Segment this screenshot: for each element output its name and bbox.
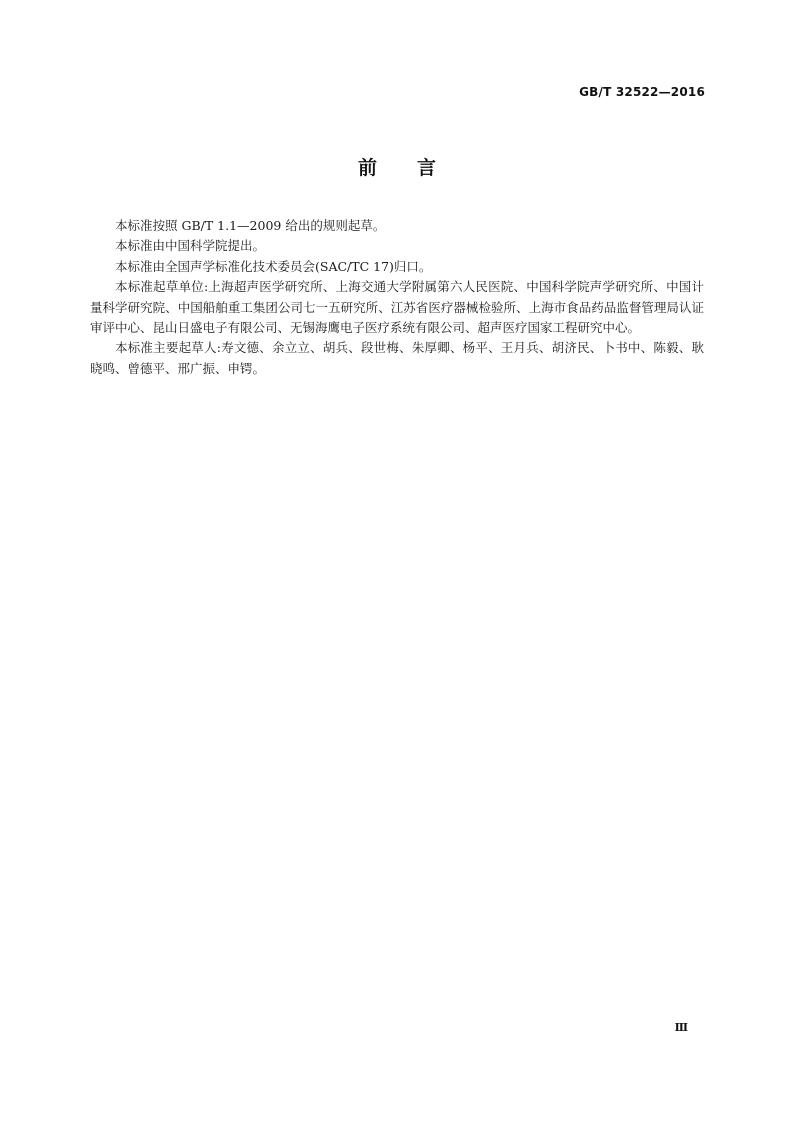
page-title: 前言	[357, 157, 476, 179]
paragraph-committee: 本标准由全国声学标准化技术委员会(SAC/TC 17)归口。	[115, 258, 432, 274]
paragraph-drafting-rules: 本标准按照 GB/T 1.1—2009 给出的规则起草。	[115, 218, 386, 233]
paragraph-proposer: 本标准由中国科学院提出。	[115, 238, 266, 254]
paragraph-drafters: 本标准主要起草人:寿文德、余立立、胡兵、段世梅、朱厚卿、杨平、王月兵、胡济民、卜书中、陈毅、耿晓鸣、曾德平、邢广振、申锷。	[90, 340, 704, 376]
standard-code: GB/T 32522—2016	[579, 85, 705, 99]
page-number: Ⅲ	[674, 1021, 688, 1034]
foreword-body	[90, 216, 704, 379]
paragraph-drafting-units: 本标准起草单位:上海超声医学研究所、上海交通大学附属第六人民医院、中国科学院声学研究所、中国计量科学研究院、中国船舶重工集团公司七一五研究所、江苏省医疗器械检验所、上海市食品药品监督管理局认证审评中心、昆山日盛电子有限公司、无锡海鹰电子医疗系统有限公司、超声医疗国家工程研究中心。	[90, 279, 704, 336]
